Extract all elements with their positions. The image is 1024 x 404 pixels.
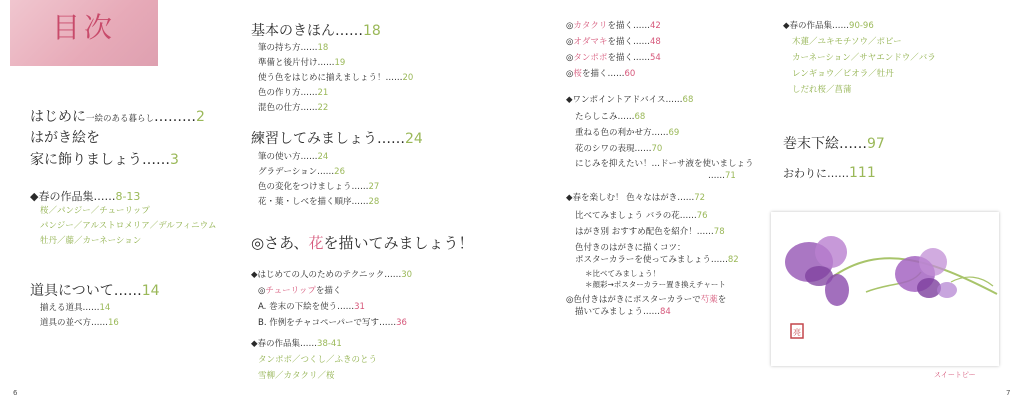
list-item: パンジー／アルストロメリア／デルフィニウム [40,221,217,231]
toc-entry-enjoy[interactable]: ◆春を楽しむ！ 色々なはがき……72 [566,193,706,203]
toc-entry-tools[interactable]: 道具について……14 [30,283,160,299]
section-heading: ◎さあ、花を描いてみましょう！ [251,234,474,252]
list-item: 木蓮／ユキモチソウ／ポピー [792,37,902,47]
toc-entry-technique[interactable]: ◆はじめての人のためのテクニック……30 [251,270,413,280]
toc-entry-afterword[interactable]: おわりに……111 [783,165,876,181]
sweet-pea-painting [771,212,999,366]
sweet-pea-illustration [771,212,999,366]
toc-subentry[interactable]: 道具の並べ方……16 [40,318,119,328]
list-item: カーネーション／サヤエンドウ／バラ [792,53,936,63]
sub-note: ＊比べてみましょう！ [585,269,660,278]
list-item: レンギョウ／ビオラ／牡丹 [792,69,894,79]
toc-entry-draw[interactable]: ◎桜を描く……60 [566,69,636,79]
toc-entry-spring-works[interactable]: ◆春の作品集……8-13 [30,190,141,203]
toc-subentry[interactable]: 色の変化をつけましょう……27 [258,182,380,192]
toc-subentry-colored-2[interactable]: ポスターカラーを使ってみましょう……82 [575,255,739,265]
toc-subentry[interactable]: A. 巻末の下絵を使う……31 [258,302,365,312]
toc-subentry[interactable]: たらしこみ……68 [575,112,646,122]
toc-entry-advice[interactable]: ◆ワンポイントアドバイス……68 [566,95,694,105]
toc-subentry-colored-1[interactable]: 色付きのはがきに描くコツ： [575,243,686,253]
toc-entry-spring-works-2[interactable]: ◆春の作品集……38-41 [251,339,342,349]
page-title: 目次 [51,11,116,44]
toc-subentry[interactable]: 重ねる色の利かせ方……69 [575,128,680,138]
toc-subentry[interactable]: 準備と後片付け……19 [258,58,346,68]
list-item: しだれ桜／菖蒲 [792,85,852,95]
toc-subentry-page: ……71 [708,171,736,181]
painting-caption: スイートピー [934,371,976,379]
toc-subentry[interactable]: 筆の使い方……24 [258,152,329,162]
toc-subentry[interactable]: 混色の仕方……22 [258,103,329,113]
toc-subentry[interactable]: 色の作り方……21 [258,88,329,98]
toc-entry-basics[interactable]: 基本のきほん……18 [251,23,381,39]
toc-subentry[interactable]: はがき別 おすすめ配色を紹介！……78 [575,227,725,237]
toc-subentry[interactable]: 使う色をはじめに揃えましょう！……20 [258,73,414,83]
list-item: タンポポ／つくし／ふきのとう [258,355,378,365]
title-block [10,0,158,66]
toc-entry-spring-works-3[interactable]: ◆春の作品集……90-96 [783,21,874,31]
toc-subentry-tulip[interactable]: ◎チューリップを描く [258,286,342,296]
toc-subentry[interactable]: B. 作例をチャコペーパーで写す……36 [258,318,407,328]
sub-note: ＊顔彩→ポスターカラー置き換えチャート [585,280,726,289]
toc-entry-hagaki-line1[interactable]: はがき絵を [30,130,100,146]
toc-entry-hagaki-line2[interactable]: 家に飾りましょう……3 [30,152,179,168]
toc-entry-appendix[interactable]: 巻末下絵……97 [783,136,885,152]
toc-entry-peony-1[interactable]: ◎色付きはがきにポスターカラーで芍薬を [566,295,727,305]
page-number-right: 7 [1006,389,1011,397]
toc-entry-draw[interactable]: ◎タンポポを描く……54 [566,53,661,63]
toc-entry-draw[interactable]: ◎オダマキを描く……48 [566,37,661,47]
toc-subentry[interactable]: 筆の持ち方……18 [258,43,329,53]
toc-subentry[interactable]: にじみを抑えたい！…ドーサ液を使いましょう [575,159,754,169]
toc-subentry[interactable]: 比べてみましょう バラの花……76 [575,211,708,221]
toc-entry-practice[interactable]: 練習してみましょう……24 [251,131,423,147]
toc-subentry[interactable]: 花・葉・しべを描く順序……28 [258,197,380,207]
toc-subentry[interactable]: グラデーション……26 [258,167,345,177]
page-number-left: 6 [13,389,18,397]
list-item: 雪柳／カタクリ／桜 [258,371,335,381]
toc-subentry[interactable]: 花のシワの表現……70 [575,144,663,154]
toc-entry-intro[interactable]: はじめに一絵のある暮らし………2 [30,109,205,125]
list-item: 牡丹／藤／カーネーション [40,236,142,246]
toc-entry-draw[interactable]: ◎カタクリを描く……42 [566,21,661,31]
toc-subentry[interactable]: 揃える道具……14 [40,303,111,313]
list-item: 桜／パンジー／チューリップ [40,206,150,216]
toc-entry-peony-2[interactable]: 描いてみましょう……84 [575,307,671,317]
svg-text:亮: 亮 [793,328,801,337]
